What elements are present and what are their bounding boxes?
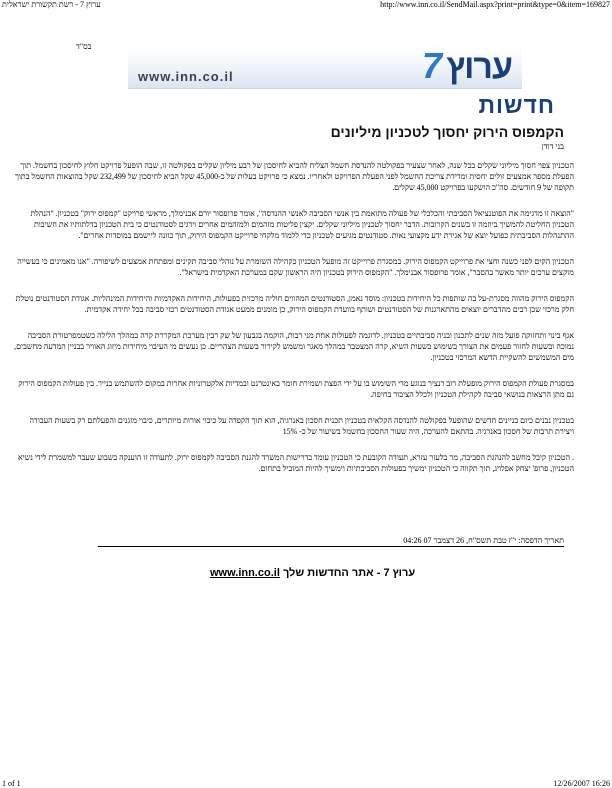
logo-text: ערוץ — [446, 48, 512, 86]
print-timestamp: 12/26/2007 16:26 — [553, 779, 610, 788]
article-paragraph: בטכניון נבנים כיום בניינים חדשים שהופעל בפקולטה להנדסה הקלאית בטכניון תכנית חסכון באנרגיה, הוא תוך הקפדה על כיבוי אורות מיותרים, כיבוי מזגנים והפעלתם רק בשעות העבודה ויצירת תרבות של חסכון באנרגיה. בהתאם להערכה, היה שעור החסכון בחשמל בשיעור של כ- 15% — [29, 416, 574, 436]
print-date: תאריך הדפסה: י"ז טבת תשס"ח, 26 דצמבר 07 04:26 — [403, 536, 564, 545]
logo-number: 7 — [422, 45, 443, 86]
article-paragraph: "הוצאה זו מדגימה את הפוטנציאל הסביבתי והכלכלי של פעולה מתואמת בין אנשי הסביבה לאנשי ההנדסה", אומר פרופסור יורם אבנימלך, מראשי פרויקט "קמפוס ירוק" בטכניון. "הנהלת הטכניון החליטה להמשיך ביוזמה זו בשנים הקרובות. הדבר יחסוך לטכניון מיליוני שקלים. יקצין פליטות מזהמים ולמזהמים אחרים וידגים לסטודנטים כי בית הטכניון בדלתותיו את חשיבות ההתנהלות הסביבתית כפועל יוצא של אגירת ידע מקצועי נאות. סטודנטים מגיעים לטכניון כדי ללמוד מלקחי פרוייקט הקמפוס הירוק, תוך כוונה ליישמם במוסדות אחרים". — [30, 209, 574, 240]
banner-site-url: www.inn.co.il — [138, 69, 234, 84]
footer-promo — [180, 567, 415, 579]
bsd-mark: בס"ד — [76, 42, 92, 51]
article-headline: הקמפוס הירוק יחסוך לטכניון מיליונים — [330, 124, 564, 140]
section-title: חדשות — [478, 92, 555, 118]
article-body — [12, 160, 574, 489]
footer-site-link[interactable]: www.inn.co.il — [210, 567, 280, 579]
article-author: בני דודן — [541, 142, 564, 151]
article-paragraph: הקמפוס הירוק מהווה מסגרת-על בה שותפות כל היחידות בטכניון: מוסד נאמן, הסטודנטים המהווים חוליה מרכזית בפעולות, היחידות האקדמיות והיחידות המינהליות. אגודת הסטודנטים נוטלת חלק מרכזי שכן רבים מהדברים יוצאים מהתארגנות של הסטודנטים ושותף בוועדת הקמפוס הירוק, כן מומנים ממעט אגודת הסטודנטים רכזי סביבה בכל יחידה אקדמית. — [15, 294, 574, 314]
divider — [98, 546, 564, 547]
arutz7-logo — [414, 44, 518, 90]
page-count: 1 of 1 — [2, 779, 21, 788]
article-paragraph: הטכניון הקים לפני כשנה וחצי את פרוייקט הקמפוס הירוק. במסגרת פרוייקט זה מופעל הטכניון כקהילה השומרת על נוהלי סביבה תקינים ומפתחת אמצעים לשיפורה. "אנו מאמינים כי בעשייה מוקצים ערכים יותר מאשר בהסבר", אומר פרופסור אבנימלך. "הקמפוס הירוק בטכניון היה הראשון שקם במערכת האקדמית בישראל". — [17, 257, 574, 277]
article-paragraph: במסגרת פעולת הקמפוס הירוק מופעלת רוב רנציר בנוגע מדי השימוש בו על ידי הפצת ושמירת חומר באינטרנט ובמדיות אלקטרוניות אחרות במקום להשתמש בנייר. בין פעולות הקמפוס הירוק גם מתן הרצאות בנושאי סביבה לקהילת הטכניון ולכלל הציבור בחיפה. — [18, 379, 574, 399]
article-paragraph: אגף בינוי ותחזוקה פועל מזה שנים לתכנון ובניה סביבתיים בטכניון. לדוגמה לפעולות אחת מני רבות, הוקמה בגבעון של שק רבין מערכת המקררת קרה במהלך הלילה כשטמפרטורת הסביבה נמוכה ובשעות לחזור פעמים את הצורך בשימוש בשעות השיא, קרה המצטבר במהלך מאגר ומשמש לקירור בשעות הצהריים. כן נעשים מי העיבוי מיחידות מיזוג האוויר בבניין המדעה מחשבים, מים המשמשים להשקיית הדשא המרכזי בטכניון. — [14, 331, 574, 362]
site-banner — [128, 45, 522, 89]
footer-tagline: ערוץ 7 - אתר החדשות שלך — [282, 567, 416, 579]
browser-page-title: ערוץ 7 - רשת תקשורת ישראלית — [2, 0, 101, 9]
article-paragraph: . הטכניון קיבל מחשב להנהגת הסביבה, מר בלעזר עזרא, תעודה הקובעת כי הטכניון עומד בדרישות המשרד להגנת הסביבה לקמפוס ירוק. לתעודה זו הוענקה בשבוע שעבר למשמרת לידי נשיא הטכניון, פרופ' יצחק אפלויג, תוך תקווה כי הטכניון ימשיך בפעולות הסביבתיות וימשיך להיות המוביל בתחום. — [17, 453, 574, 473]
page-url: http://www.inn.co.il/SendMail.aspx?print=print&type=0&item=169827 — [380, 0, 610, 9]
article-paragraph: הטכניון צפוי חסוך מיליוני שקלים בכל שנה, לאחר שצעיר בפקולטה להנדסת חשמל הצליח להביא לחיסכון של רבע מיליון שקלים בפקולטה זו, שבה הופעל פרויקט חלוץ לחיסכון בחשמל. תוך הפעלת מספר אמצעים זולים יחסית ומדידת צריכת החשמל לפני הפעלת הפרויקט ולאחריו. נמצא כי פרויקט בעלות של כ-45,000 שקל הביא לחיסכון של 232,499 שקל בהוצאות החשמל בתוך תקופה של 9 חודשים. סה"כ הושקעו בפרויקט 45,000 שקלים. — [15, 161, 574, 192]
